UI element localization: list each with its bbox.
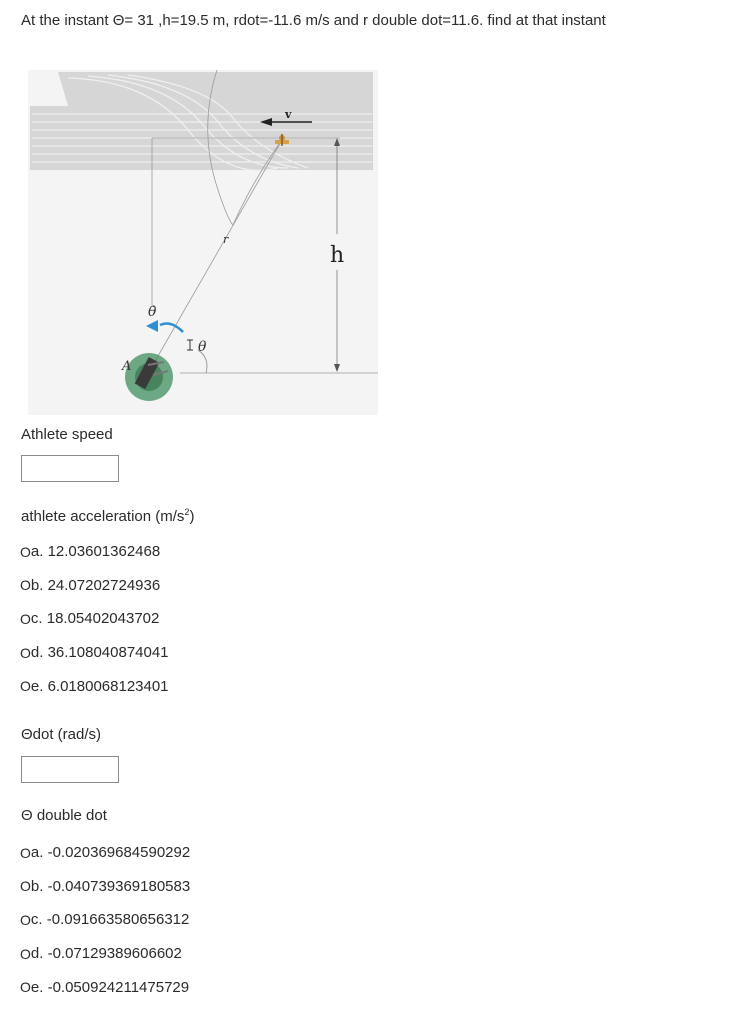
- theta-ddot-option-c[interactable]: [20, 903, 190, 937]
- theta-dot-label: θ̇: [148, 304, 157, 320]
- A-label: A: [122, 359, 132, 374]
- option-label: e. 6.0180068123401: [30, 677, 169, 695]
- acceleration-option-c[interactable]: [20, 602, 169, 636]
- radio-icon[interactable]: O: [20, 844, 31, 861]
- option-label: b. -0.040739369180583: [30, 877, 191, 895]
- v-label: v: [285, 108, 292, 121]
- camera-A: [125, 353, 173, 401]
- theta-ddot-options: [20, 836, 190, 1004]
- radio-icon[interactable]: O: [20, 878, 31, 895]
- option-label: d. 36.108040874041: [30, 644, 169, 662]
- h-label: h: [330, 243, 345, 268]
- road: [30, 72, 373, 170]
- option-label: e. -0.050924211475729: [30, 978, 190, 996]
- option-label: b. 24.07202724936: [30, 576, 161, 594]
- acceleration-option-e[interactable]: [20, 669, 169, 703]
- radio-icon[interactable]: O: [20, 577, 31, 594]
- radio-icon[interactable]: O: [20, 979, 31, 996]
- acceleration-option-b[interactable]: [20, 569, 169, 603]
- radio-icon[interactable]: O: [20, 610, 31, 627]
- acceleration-options: [20, 535, 169, 703]
- theta-ddot-option-d[interactable]: [20, 937, 190, 971]
- problem-figure: [28, 70, 378, 415]
- option-label: c. 18.05402043702: [30, 610, 160, 628]
- option-label: c. -0.091663580656312: [30, 911, 190, 929]
- theta-dot-question-label: Θdot (rad/s): [21, 726, 102, 743]
- radio-icon[interactable]: O: [20, 543, 31, 560]
- radio-icon[interactable]: O: [20, 911, 31, 928]
- radio-icon[interactable]: O: [20, 945, 31, 962]
- theta-ddot-question-label: Θ double dot: [21, 807, 107, 824]
- athlete-speed-label: Athlete speed: [21, 426, 113, 443]
- question-text: At the instant Θ= 31 ,h=19.5 m, rdot=-11.6 m/s and r double dot=11.6. find at that instant: [21, 12, 606, 29]
- acceleration-label-text: athlete acceleration (m/s: [21, 508, 185, 525]
- acceleration-option-d[interactable]: [20, 636, 169, 670]
- acceleration-label: [21, 507, 194, 525]
- option-label: d. -0.07129389606602: [30, 945, 182, 963]
- radio-icon[interactable]: O: [20, 644, 31, 661]
- theta-ddot-option-e[interactable]: [20, 970, 190, 1004]
- athlete-speed-input[interactable]: [21, 455, 119, 482]
- theta-label: θ: [198, 339, 207, 355]
- r-label: r: [223, 233, 229, 246]
- radio-icon[interactable]: O: [20, 678, 31, 695]
- theta-ddot-option-b[interactable]: [20, 870, 190, 904]
- acceleration-option-a[interactable]: [20, 535, 169, 569]
- option-label: a. 12.03601362468: [30, 543, 161, 561]
- theta-ddot-option-a[interactable]: [20, 836, 190, 870]
- theta-dot-input[interactable]: [21, 756, 119, 783]
- acceleration-unit-exponent: 2: [184, 507, 190, 517]
- acceleration-label-close: ): [189, 508, 195, 525]
- option-label: a. -0.020369684590292: [30, 844, 191, 862]
